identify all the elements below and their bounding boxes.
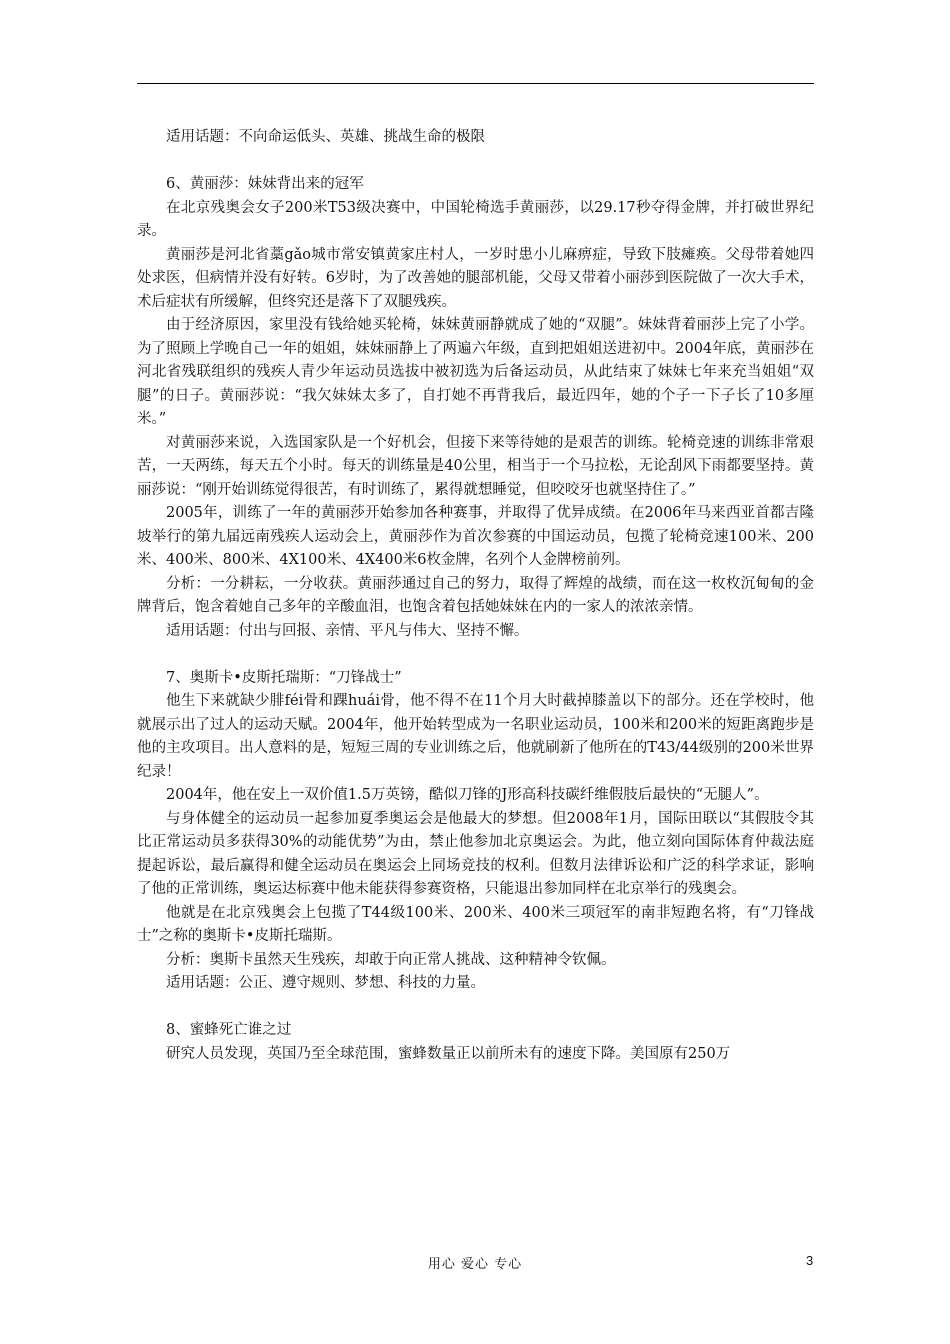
section-title: 6、黄丽莎：妹妹背出来的冠军 bbox=[166, 176, 364, 192]
paragraph: 他就是在北京残奥会上包揽了T44级100米、200米、400米三项冠军的南非短跑名将，有“刀锋战士”之称的奥斯卡•皮斯托瑞斯。 bbox=[137, 904, 814, 944]
paragraph: 与身体健全的运动员一起参加夏季奥运会是他最大的梦想。但2008年1月，国际田联以“其假肢令其比正常运动员多获得30%的动能优势”为由，禁止他参加北京奥运会。为此，他立刻向国际体育仲裁法庭提起诉讼，最后赢得和健全运动员在奥运会上同场竞技的权利。但数月法律诉讼和广泛的科学求证，影响了他的正常训练，奥运达标赛中他未能获得参赛资格，只能退出参加同样在北京举行的残奥会。 bbox=[137, 810, 814, 897]
paragraph: 他生下来就缺少腓féi骨和踝huái骨，他不得不在11个月大时截掉膝盖以下的部分。还在学校时，他就展示出了过人的运动天赋。2004年，他开始转型成为一名职业运动员，100米和200米的短距离跑步是他的主攻项目。出人意料的是，短短三周的专业训练之后，他就刷新了他所在的T43/44级别的200米世界纪录！ bbox=[137, 693, 814, 780]
document-body bbox=[137, 126, 814, 1066]
paragraph: 分析：奥斯卡虽然天生残疾，却敢于向正常人挑战、这种精神令钦佩。 bbox=[166, 951, 616, 968]
section-title: 7、奥斯卡•皮斯托瑞斯：“刀锋战士” bbox=[166, 669, 402, 686]
paragraph: 黄丽莎是河北省藁gǎo城市常安镇黄家庄村人，一岁时患小儿麻痹症，导致下肢瘫痪。父母带着她四处求医，但病情并没有好转。6岁时，为了改善她的腿部机能，父母又带着小丽莎到医院做了一次大手术，术后症状有所缓解，但终究还是落下了双腿残疾。 bbox=[137, 246, 814, 310]
header-rule bbox=[137, 83, 814, 84]
page-number: 3 bbox=[806, 1253, 814, 1268]
footer-slogan: 用心 爱心 专心 bbox=[427, 1257, 523, 1272]
paragraph: 2004年，他在安上一双价值1.5万英镑，酷似刀锋的J形高科技碳纤维假肢后最快的“无腿人”。 bbox=[166, 787, 769, 803]
section-title: 8、蜜蜂死亡谁之过 bbox=[166, 1022, 292, 1038]
paragraph: 2005年，训练了一年的黄丽莎开始参加各种赛事，并取得了优异成绩。在2006年马来西亚首都吉隆坡举行的第九届远南残疾人运动会上，黄丽莎作为首次参赛的中国运动员，包揽了轮椅竞速100米、200米、400米、800米、4X100米、4X400米6枚金牌，名列个人金牌榜前列。 bbox=[137, 505, 814, 568]
paragraph: 适用话题：不向命运低头、英雄、挑战生命的极限 bbox=[166, 129, 485, 145]
paragraph: 研究人员发现，英国乃至全球范围，蜜蜂数量正以前所未有的速度下降。美国原有250万 bbox=[166, 1045, 731, 1062]
paragraph: 由于经济原因，家里没有钱给她买轮椅，妹妹黄丽静就成了她的“双腿”。妹妹背着丽莎上完了小学。为了照顾上学晚自己一年的姐姐，妹妹丽静上了两遍六年级，直到把姐姐送进初中。2004年底，黄丽莎在河北省残联组织的残疾人青少年运动员选拔中被初选为后备运动员，从此结束了妹妹七年来充当姐姐“双腿”的日子。黄丽莎说：“我欠妹妹太多了，自打她不再背我后，最近四年，她的个子一下子长了10多厘米。” bbox=[137, 317, 814, 427]
paragraph: 适用话题：付出与回报、亲情、平凡与伟大、坚持不懈。 bbox=[166, 622, 529, 639]
paragraph: 适用话题：公正、遵守规则、梦想、科技的力量。 bbox=[166, 975, 485, 991]
paragraph: 在北京残奥会女子200米T53级决赛中，中国轮椅选手黄丽莎，以29.17秒夺得金牌，并打破世界纪录。 bbox=[137, 199, 814, 239]
paragraph: 对黄丽莎来说，入选国家队是一个好机会，但接下来等待她的是艰苦的训练。轮椅竞速的训练非常艰苦，一天两练，每天五个小时。每天的训练量是40公里，相当于一个马拉松，无论刮风下雨都要坚持。黄丽莎说：“刚开始训练觉得很苦，有时训练了，累得就想睡觉，但咬咬牙也就坚持住了。” bbox=[137, 434, 814, 498]
paragraph: 分析：一分耕耘，一分收获。黄丽莎通过自己的努力，取得了辉煌的战绩，而在这一枚枚沉甸甸的金牌背后，饱含着她自己多年的辛酸血泪，也饱含着包括她妹妹在内的一家人的浓浓亲情。 bbox=[137, 575, 814, 615]
